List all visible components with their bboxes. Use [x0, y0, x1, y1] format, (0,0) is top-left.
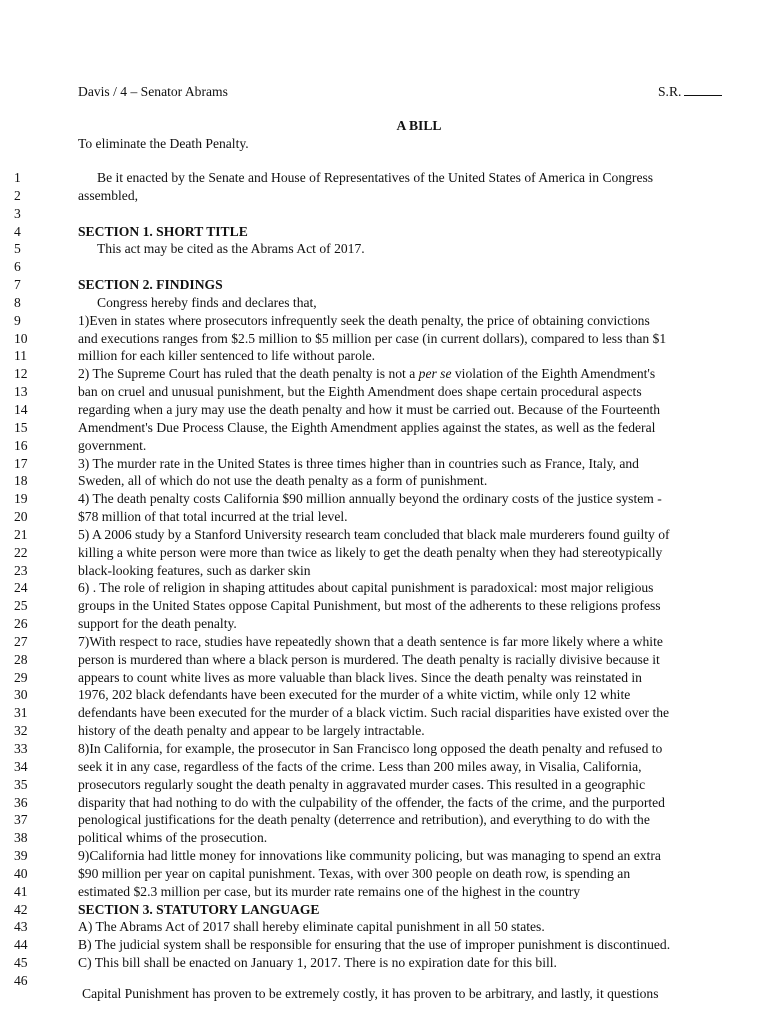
line-text: ban on cruel and unusual punishment, but the Eighth Amendment does shape certain procedural aspects	[78, 384, 642, 400]
line-number: 17	[14, 455, 28, 471]
line-text: million for each killer sentenced to life without parole.	[78, 348, 376, 364]
line-text: political whims of the prosecution.	[78, 830, 268, 846]
line-text: 4) The death penalty costs California $90 million annually beyond the ordinary costs of the justice system -	[78, 491, 662, 507]
document-line	[0, 437, 768, 455]
line-number: 4	[14, 223, 21, 239]
line-number: 5	[14, 241, 21, 257]
document-line	[0, 901, 768, 919]
document-line	[0, 615, 768, 633]
document-line	[0, 347, 768, 365]
document-line	[0, 776, 768, 794]
line-number: 1	[14, 170, 21, 185]
line-number: 27	[14, 633, 28, 649]
line-text: 7)With respect to race, studies have repeatedly shown that a death sentence is far more likely where a white	[78, 633, 663, 649]
document-line	[0, 526, 768, 544]
document-line	[0, 633, 768, 651]
line-text: 3) The murder rate in the United States is three times higher than in countries such as France, Italy, and	[78, 455, 639, 471]
line-number: 36	[14, 794, 28, 810]
line-number: 43	[14, 919, 28, 935]
line-text: prosecutors regularly sought the death penalty in aggravated murder cases. This resulted in a geographic	[78, 776, 646, 792]
bill-subtitle: To eliminate the Death Penalty.	[78, 136, 249, 151]
document-line	[0, 419, 768, 437]
line-number: 32	[14, 723, 28, 739]
line-number: 28	[14, 651, 28, 667]
line-text: 1)Even in states where prosecutors infrequently seek the death penalty, the price of obtaining convictions	[78, 312, 650, 328]
line-text: This act may be cited as the Abrams Act of 2017.	[97, 241, 365, 257]
line-number: 15	[14, 419, 28, 435]
line-text: appears to count white lives as more valuable than black lives. Since the death penalty was reinstated in	[78, 669, 642, 685]
line-number: 6	[14, 259, 21, 275]
document-line	[0, 312, 768, 330]
bill-title: A BILL	[396, 118, 442, 133]
document-line	[0, 918, 768, 936]
document-line	[0, 811, 768, 829]
document-line	[0, 169, 768, 187]
line-number: 14	[14, 401, 28, 417]
document-line	[0, 472, 768, 490]
line-text: killing a white person were more than twice as likely to get the death penalty when they had stereotypically	[78, 544, 663, 560]
document-line	[0, 579, 768, 597]
document-line	[0, 258, 768, 276]
closing-text: Capital Punishment has proven to be extremely costly, it has proven to be arbitrary, and lastly, it questions	[82, 986, 659, 1001]
sr-blank-line	[684, 84, 722, 96]
line-number: 2	[14, 187, 21, 203]
line-text: estimated $2.3 million per case, but its murder rate remains one of the highest in the country	[78, 883, 581, 899]
document-line	[0, 651, 768, 669]
line-text: person is murdered than where a black person is murdered. The death penalty is racially divisive because it	[78, 651, 660, 667]
line-text: A) The Abrams Act of 2017 shall hereby eliminate capital punishment in all 50 states.	[78, 919, 545, 935]
line-text: 2) The Supreme Court has ruled that the death penalty is not a per se violation of the Eighth Amendment's	[78, 366, 656, 382]
line-text: Sweden, all of which do not use the death penalty as a form of punishment.	[78, 473, 488, 489]
document-line	[0, 758, 768, 776]
document-line	[0, 794, 768, 812]
document-line	[0, 722, 768, 740]
document-line	[0, 936, 768, 954]
line-number: 21	[14, 526, 28, 542]
line-number: 16	[14, 437, 28, 453]
sr-label: S.R.	[658, 84, 682, 99]
section-heading: SECTION 3. STATUTORY LANGUAGE	[78, 901, 320, 917]
line-number: 9	[14, 312, 21, 328]
line-number: 38	[14, 830, 28, 846]
line-number: 29	[14, 669, 28, 685]
line-text: regarding when a jury may use the death penalty and how it must be carried out. Because of the Fourteenth	[78, 401, 661, 417]
document-line	[0, 954, 768, 972]
line-number: 3	[14, 205, 21, 221]
document-line	[0, 865, 768, 883]
document-line	[0, 704, 768, 722]
line-text: 6) . The role of religion in shaping attitudes about capital punishment is paradoxical: most major religious	[78, 580, 654, 596]
line-number: 44	[14, 937, 28, 953]
line-number: 30	[14, 687, 28, 703]
line-number: 31	[14, 705, 28, 721]
line-text: defendants have been executed for the murder of a black victim. Such racial disparities have existed over the	[78, 705, 670, 721]
header-author: Davis / 4 – Senator Abrams	[78, 84, 228, 99]
line-text: assembled,	[78, 187, 139, 203]
line-number: 35	[14, 776, 28, 792]
document-line	[0, 490, 768, 508]
line-number: 10	[14, 330, 28, 346]
line-number: 41	[14, 883, 28, 899]
document-line	[0, 669, 768, 687]
document-line	[0, 205, 768, 223]
document-line	[0, 294, 768, 312]
document-line	[0, 686, 768, 704]
line-number: 40	[14, 865, 28, 881]
document-line	[0, 740, 768, 758]
document-line	[0, 847, 768, 865]
document-line	[0, 365, 768, 383]
document-line	[0, 455, 768, 473]
document-line	[0, 240, 768, 258]
line-text: Congress hereby finds and declares that,	[97, 294, 317, 310]
line-number: 7	[14, 277, 21, 293]
line-text: Amendment's Due Process Clause, the Eighth Amendment applies against the states, as well as the federal	[78, 419, 656, 435]
line-number: 11	[14, 348, 28, 364]
line-number: 26	[14, 616, 28, 632]
line-text: groups in the United States oppose Capital Punishment, but most of the adherents to these religions profess	[78, 598, 661, 614]
line-text: 5) A 2006 study by a Stanford University research team concluded that black male murderers found guilty of	[78, 526, 670, 542]
document-line	[0, 597, 768, 615]
line-text: government.	[78, 437, 147, 453]
line-number: 34	[14, 758, 28, 774]
line-text: $78 million of that total incurred at the trial level.	[78, 509, 348, 525]
line-number: 37	[14, 812, 28, 828]
document-line	[0, 276, 768, 294]
document-line	[0, 562, 768, 580]
line-text: $90 million per year on capital punishment. Texas, with over 300 people on death row, is spending an	[78, 865, 631, 881]
header-sr	[658, 84, 722, 100]
document-line	[0, 401, 768, 419]
line-number: 33	[14, 741, 28, 756]
line-text: history of the death penalty and appear to be largely intractable.	[78, 723, 425, 739]
line-text: penological justifications for the death penalty (deterrence and retribution), and everything to do with the	[78, 812, 650, 828]
line-number: 39	[14, 848, 28, 864]
document-line	[0, 187, 768, 205]
line-text: B) The judicial system shall be responsible for ensuring that the use of improper punishment is discontinued.	[78, 937, 671, 953]
document-line	[0, 544, 768, 562]
line-text: 8)In California, for example, the prosecutor in San Francisco long opposed the death penalty and refused to	[78, 741, 663, 756]
line-number: 46	[14, 972, 28, 988]
line-number: 20	[14, 509, 28, 525]
line-number: 8	[14, 294, 21, 310]
document-line	[0, 508, 768, 526]
line-number: 23	[14, 562, 28, 578]
line-number: 25	[14, 598, 28, 614]
section-heading: SECTION 1. SHORT TITLE	[78, 223, 248, 239]
line-text: C) This bill shall be enacted on January 1, 2017. There is no expiration date for this bill.	[78, 955, 557, 971]
line-text: Be it enacted by the Senate and House of Representatives of the United States of America in Congress	[97, 170, 654, 185]
line-text: 9)California had little money for innovations like community policing, but was managing to spend an extra	[78, 848, 661, 864]
document-line	[0, 829, 768, 847]
line-text: black-looking features, such as darker skin	[78, 562, 311, 578]
line-number: 18	[14, 473, 28, 489]
line-number: 22	[14, 544, 28, 560]
numbered-lines	[0, 169, 768, 990]
line-text: disparity that had nothing to do with the culpability of the offender, the facts of the crime, and the purported	[78, 794, 665, 810]
line-number: 13	[14, 384, 28, 400]
document-line	[0, 223, 768, 241]
line-number: 24	[14, 580, 28, 596]
line-number: 42	[14, 901, 28, 917]
document-line	[0, 383, 768, 401]
document-line	[0, 330, 768, 348]
line-number: 19	[14, 491, 28, 507]
line-text: and executions ranges from $2.5 million to $5 million per case (in current dollars), compared to less than $1	[78, 330, 667, 346]
line-number: 45	[14, 955, 28, 971]
document-line	[0, 883, 768, 901]
line-text: support for the death penalty.	[78, 616, 237, 632]
line-number: 12	[14, 366, 28, 382]
line-text: 1976, 202 black defendants have been executed for the murder of a white victim, while only 12 white	[78, 687, 631, 703]
section-heading: SECTION 2. FINDINGS	[78, 277, 223, 293]
line-text: seek it in any case, regardless of the facts of the crime. Less than 200 miles away, in Visalia, California,	[78, 758, 642, 774]
